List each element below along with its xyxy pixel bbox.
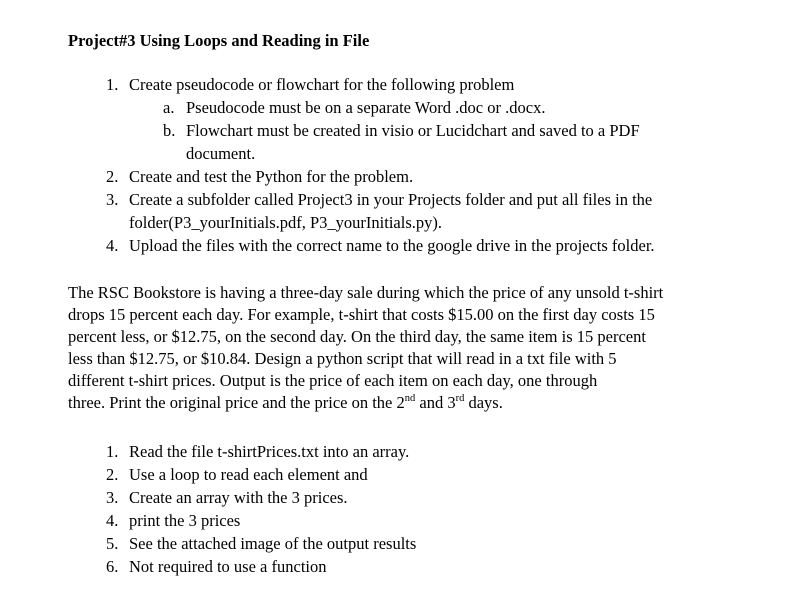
list-item: Create an array with the 3 prices. bbox=[129, 488, 348, 507]
list-item: Create and test the Python for the problem. bbox=[129, 167, 414, 186]
document-title: Project#3 Using Loops and Reading in File bbox=[68, 31, 370, 50]
list-item-number: 3. bbox=[106, 488, 119, 507]
ordinal-suffix: nd bbox=[404, 393, 416, 404]
list-item-number: 5. bbox=[106, 534, 119, 553]
list-item-letter: a. bbox=[163, 98, 175, 117]
list-item-number: 3. bbox=[106, 190, 119, 209]
paragraph-line: drops 15 percent each day. For example, t-shirt that costs $15.00 on the first day costs 15 bbox=[68, 305, 655, 324]
paragraph-line bbox=[68, 393, 503, 413]
paragraph-text: three. Print the original price and the price on the 2 bbox=[68, 393, 405, 412]
list-item-continuation: document. bbox=[186, 144, 256, 163]
list-item-number: 1. bbox=[106, 75, 119, 94]
paragraph-line: percent less, or $12.75, on the second day. On the third day, the same item is 15 percent bbox=[68, 327, 646, 346]
paragraph-text: days. bbox=[464, 393, 503, 412]
list-item-number: 6. bbox=[106, 557, 119, 576]
list-item: Use a loop to read each element and bbox=[129, 465, 368, 484]
paragraph-line: The RSC Bookstore is having a three-day sale during which the price of any unsold t-shirt bbox=[68, 283, 664, 302]
list-item: Create pseudocode or flowchart for the following problem bbox=[129, 75, 515, 94]
list-item-number: 4. bbox=[106, 511, 119, 530]
list-item-number: 2. bbox=[106, 465, 119, 484]
list-item-letter: b. bbox=[163, 121, 176, 140]
paragraph-line: different t-shirt prices. Output is the price of each item on each day, one through bbox=[68, 371, 598, 390]
paragraph-line: less than $12.75, or $10.84. Design a python script that will read in a txt file with 5 bbox=[68, 349, 617, 368]
list-item: See the attached image of the output results bbox=[129, 534, 417, 553]
list-item-number: 1. bbox=[106, 442, 119, 461]
list-item: print the 3 prices bbox=[129, 511, 241, 530]
ordinal-suffix: rd bbox=[455, 393, 465, 404]
list-item: Create a subfolder called Project3 in your Projects folder and put all files in the bbox=[129, 190, 653, 209]
list-item: Flowchart must be created in visio or Lucidchart and saved to a PDF bbox=[186, 121, 640, 140]
list-item-number: 2. bbox=[106, 167, 119, 186]
paragraph-text: and 3 bbox=[415, 393, 456, 412]
list-item: Read the file t-shirtPrices.txt into an array. bbox=[129, 442, 410, 461]
list-item: Pseudocode must be on a separate Word .doc or .docx. bbox=[186, 98, 546, 117]
list-item: Not required to use a function bbox=[129, 557, 327, 576]
list-item-number: 4. bbox=[106, 236, 119, 255]
list-item: Upload the files with the correct name to the google drive in the projects folder. bbox=[129, 236, 655, 255]
list-item-continuation: folder(P3_yourInitials.pdf, P3_yourInitials.py). bbox=[129, 213, 443, 232]
